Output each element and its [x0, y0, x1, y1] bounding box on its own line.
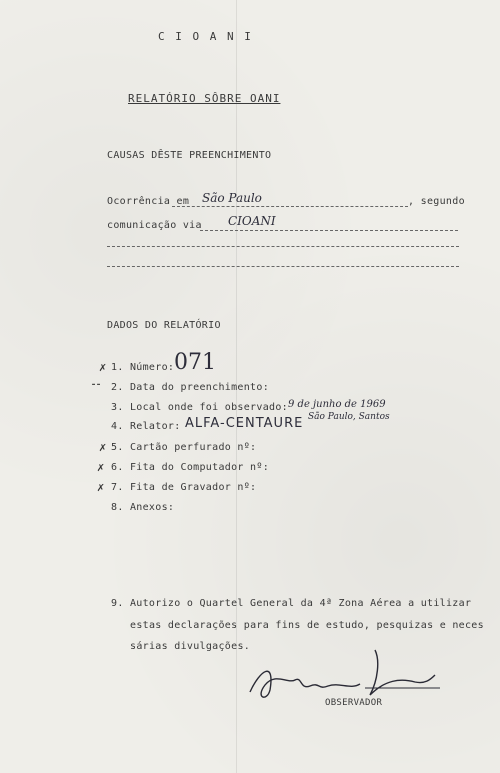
authorization-line-1: 9. Autorizo o Quartel General da 4ª Zona Aérea a utilizar	[111, 598, 472, 609]
section-causes-heading: CAUSAS DÊSTE PREENCHIMENTO	[107, 150, 272, 161]
item-card-label: 5. Cartão perfurado nº:	[111, 442, 257, 453]
observer-label: OBSERVADOR	[325, 698, 383, 708]
check-mark-1: ✗	[99, 360, 107, 374]
item-computer-tape-label: 6. Fita do Computador nº:	[111, 462, 270, 473]
check-mark-6: ✗	[97, 460, 105, 474]
org-header: C I O A N I	[158, 30, 253, 43]
check-mark-5: ✗	[99, 440, 107, 454]
report-title: RELATÓRIO SÔBRE OANI	[128, 92, 281, 105]
blank-line-2	[107, 266, 459, 267]
item-reporter-label: 4. Relator:	[111, 421, 181, 432]
section-report-data-heading: DADOS DO RELATÓRIO	[107, 320, 221, 331]
item-fill-date-label: 2. Data do preenchimento:	[111, 382, 270, 393]
authorization-line-2: estas declarações para fins de estudo, pesquizas e neces	[130, 620, 484, 631]
item-location-label: 3. Local onde foi observado:	[111, 402, 288, 413]
occurrence-location: São Paulo	[202, 191, 262, 205]
authorization-line-3: sárias divulgações.	[130, 641, 251, 652]
item-recorder-tape-label: 7. Fita de Gravador nº:	[111, 482, 257, 493]
item-number-value: 071	[174, 350, 216, 375]
according-label: , segundo	[408, 196, 465, 207]
communication-label: comunicação via	[107, 220, 202, 231]
item-location-date: 9 de junho de 1969	[288, 399, 386, 410]
communication-value: CIOANI	[228, 214, 276, 228]
item-reporter-value: ALFA-CENTAURE	[185, 416, 304, 431]
check-mark-7: ✗	[97, 480, 105, 494]
item-location-place: São Paulo, Santos	[308, 412, 390, 422]
item-attachments-label: 8. Anexos:	[111, 502, 175, 513]
communication-line	[200, 230, 458, 231]
occurrence-line	[172, 206, 408, 207]
blank-line-1	[107, 246, 459, 247]
occurrence-label: Ocorrência em	[107, 196, 190, 207]
arrow-mark-2: ⁃⁃	[91, 380, 101, 391]
item-number-label: 1. Número:	[111, 362, 175, 373]
